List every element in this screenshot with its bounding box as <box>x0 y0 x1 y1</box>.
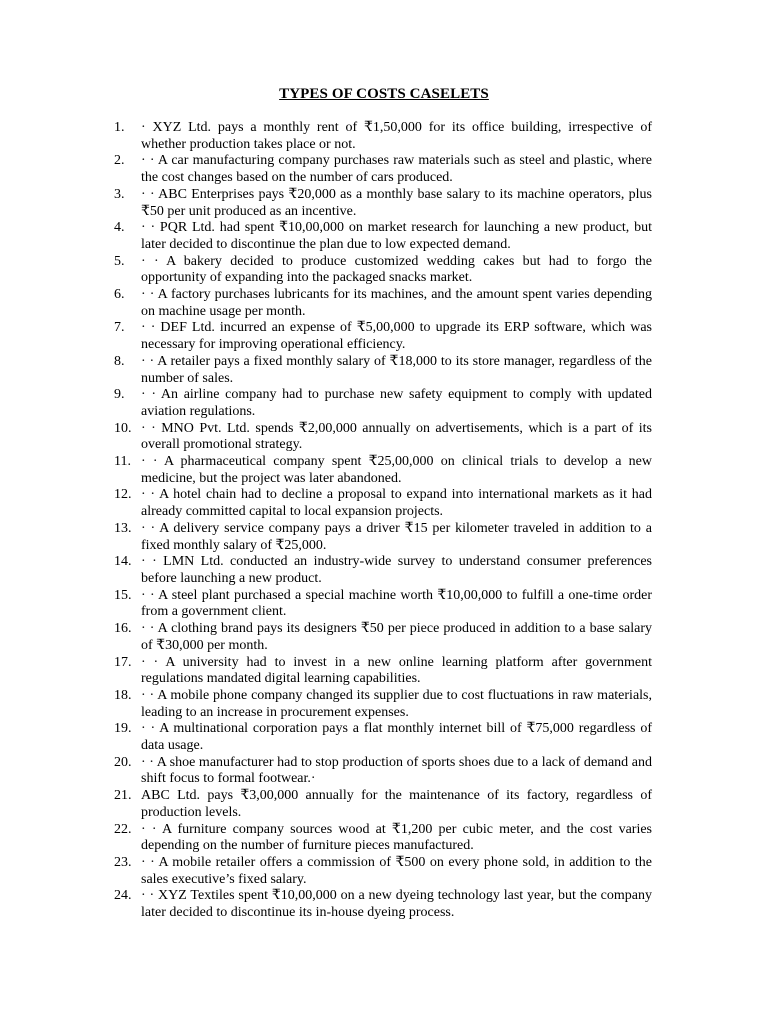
list-item <box>114 387 652 420</box>
list-item <box>114 220 652 253</box>
item-text: ABC Ltd. pays ₹3,00,000 annually for the maintenance of its factory, regardless of production levels. <box>141 788 652 820</box>
list-item <box>114 688 652 721</box>
list-item <box>114 454 652 487</box>
item-text: · · MNO Pvt. Ltd. spends ₹2,00,000 annually on advertisements, which is a part of its overall promotional strategy. <box>141 420 652 453</box>
list-item <box>114 254 652 287</box>
item-text: · · A clothing brand pays its designers ₹50 per piece produced in addition to a base salary of ₹30,000 per month. <box>141 621 652 653</box>
item-text: · · A factory purchases lubricants for its machines, and the amount spent varies depending on machine usage per month. <box>141 287 652 319</box>
item-number: 15. <box>114 587 132 603</box>
item-text: · · A mobile phone company changed its supplier due to cost fluctuations in raw materials, leading to an increase in procurement expenses. <box>141 687 652 720</box>
item-number: 16. <box>114 621 132 637</box>
list-item <box>114 120 652 153</box>
list-item <box>114 888 652 921</box>
item-number: 13. <box>114 520 132 536</box>
item-text: · · PQR Ltd. had spent ₹10,00,000 on market research for launching a new product, but later decided to discontinue the plan due to low expected demand. <box>141 220 652 252</box>
item-text: · · A steel plant purchased a special machine worth ₹10,00,000 to fulfill a one-time order from a government client. <box>141 587 652 620</box>
item-text: · · A university had to invest in a new online learning platform after government regulations mandated digital learning capabilities. <box>141 654 652 687</box>
item-number: 10. <box>114 420 132 436</box>
item-number: 9. <box>114 387 125 403</box>
document-title: TYPES OF COSTS CASELETS <box>279 86 489 102</box>
item-number: 6. <box>114 287 125 303</box>
list-item <box>114 187 652 220</box>
item-number: 11. <box>114 454 131 470</box>
item-text: · · An airline company had to purchase new safety equipment to comply with updated aviation regulations. <box>141 387 652 419</box>
list-item <box>114 153 652 186</box>
item-number: 19. <box>114 721 132 737</box>
list-item <box>114 755 652 788</box>
item-number: 1. <box>114 120 125 135</box>
list-item <box>114 421 652 454</box>
item-text: · · A pharmaceutical company spent ₹25,00,000 on clinical trials to develop a new medicine, but the project was later abandoned. <box>141 454 652 486</box>
item-number: 14. <box>114 554 132 570</box>
item-number: 7. <box>114 320 125 336</box>
item-number: 12. <box>114 487 132 503</box>
item-text: · · DEF Ltd. incurred an expense of ₹5,00,000 to upgrade its ERP software, which was necessary for improving operational efficiency. <box>141 320 652 353</box>
item-number: 23. <box>114 854 132 870</box>
item-number: 21. <box>114 788 132 804</box>
item-text: · XYZ Ltd. pays a monthly rent of ₹1,50,000 for its office building, irrespective of whether production takes place or not. <box>141 120 652 152</box>
list-item <box>114 354 652 387</box>
list-item <box>114 721 652 754</box>
list-item <box>114 788 652 821</box>
item-text: · · A furniture company sources wood at ₹1,200 per cubic meter, and the cost varies depending on the number of furniture pieces manufactured. <box>141 821 652 854</box>
list-item <box>114 554 652 587</box>
item-text: · · A mobile retailer offers a commission of ₹500 on every phone sold, in addition to the sales executive’s fixed salary. <box>141 854 652 887</box>
item-text: · · A hotel chain had to decline a proposal to expand into international markets as it had already committed capital to local expansion projects. <box>141 487 652 520</box>
list-item <box>114 822 652 855</box>
item-number: 8. <box>114 353 125 369</box>
item-text: · · LMN Ltd. conducted an industry-wide survey to understand consumer preferences before launching a new product. <box>141 554 652 586</box>
item-number: 4. <box>114 220 125 236</box>
list-item <box>114 855 652 888</box>
list-item <box>114 621 652 654</box>
caselet-list <box>114 120 652 922</box>
item-text: · · A shoe manufacturer had to stop production of sports shoes due to a lack of demand and shift focus to formal footwear.· <box>141 754 652 787</box>
item-number: 17. <box>114 654 132 670</box>
item-text: · · ABC Enterprises pays ₹20,000 as a monthly base salary to its machine operators, plus ₹50 per unit produced as an incentive. <box>141 186 652 219</box>
item-text: · · A delivery service company pays a driver ₹15 per kilometer traveled in addition to a fixed monthly salary of ₹25,000. <box>141 520 652 553</box>
item-number: 24. <box>114 888 132 904</box>
item-number: 20. <box>114 754 132 770</box>
list-item <box>114 655 652 688</box>
item-number: 22. <box>114 821 132 837</box>
item-text: · · XYZ Textiles spent ₹10,00,000 on a new dyeing technology last year, but the company later decided to discontinue its in-house dyeing process. <box>141 888 652 921</box>
item-number: 5. <box>114 253 125 269</box>
item-number: 3. <box>114 186 125 202</box>
list-item <box>114 287 652 320</box>
item-text: · · A bakery decided to produce customized wedding cakes but had to forgo the opportunity of expanding into the packaged snacks market. <box>141 253 652 286</box>
list-item <box>114 588 652 621</box>
item-number: 18. <box>114 687 132 703</box>
list-item <box>114 521 652 554</box>
item-text: · · A retailer pays a fixed monthly salary of ₹18,000 to its store manager, regardless of the number of sales. <box>141 353 652 386</box>
list-item <box>114 320 652 353</box>
item-text: · · A multinational corporation pays a flat monthly internet bill of ₹75,000 regardless of data usage. <box>141 721 652 754</box>
item-number: 2. <box>114 153 125 169</box>
list-item <box>114 487 652 520</box>
item-text: · · A car manufacturing company purchases raw materials such as steel and plastic, where the cost changes based on the number of cars produced. <box>141 153 652 186</box>
